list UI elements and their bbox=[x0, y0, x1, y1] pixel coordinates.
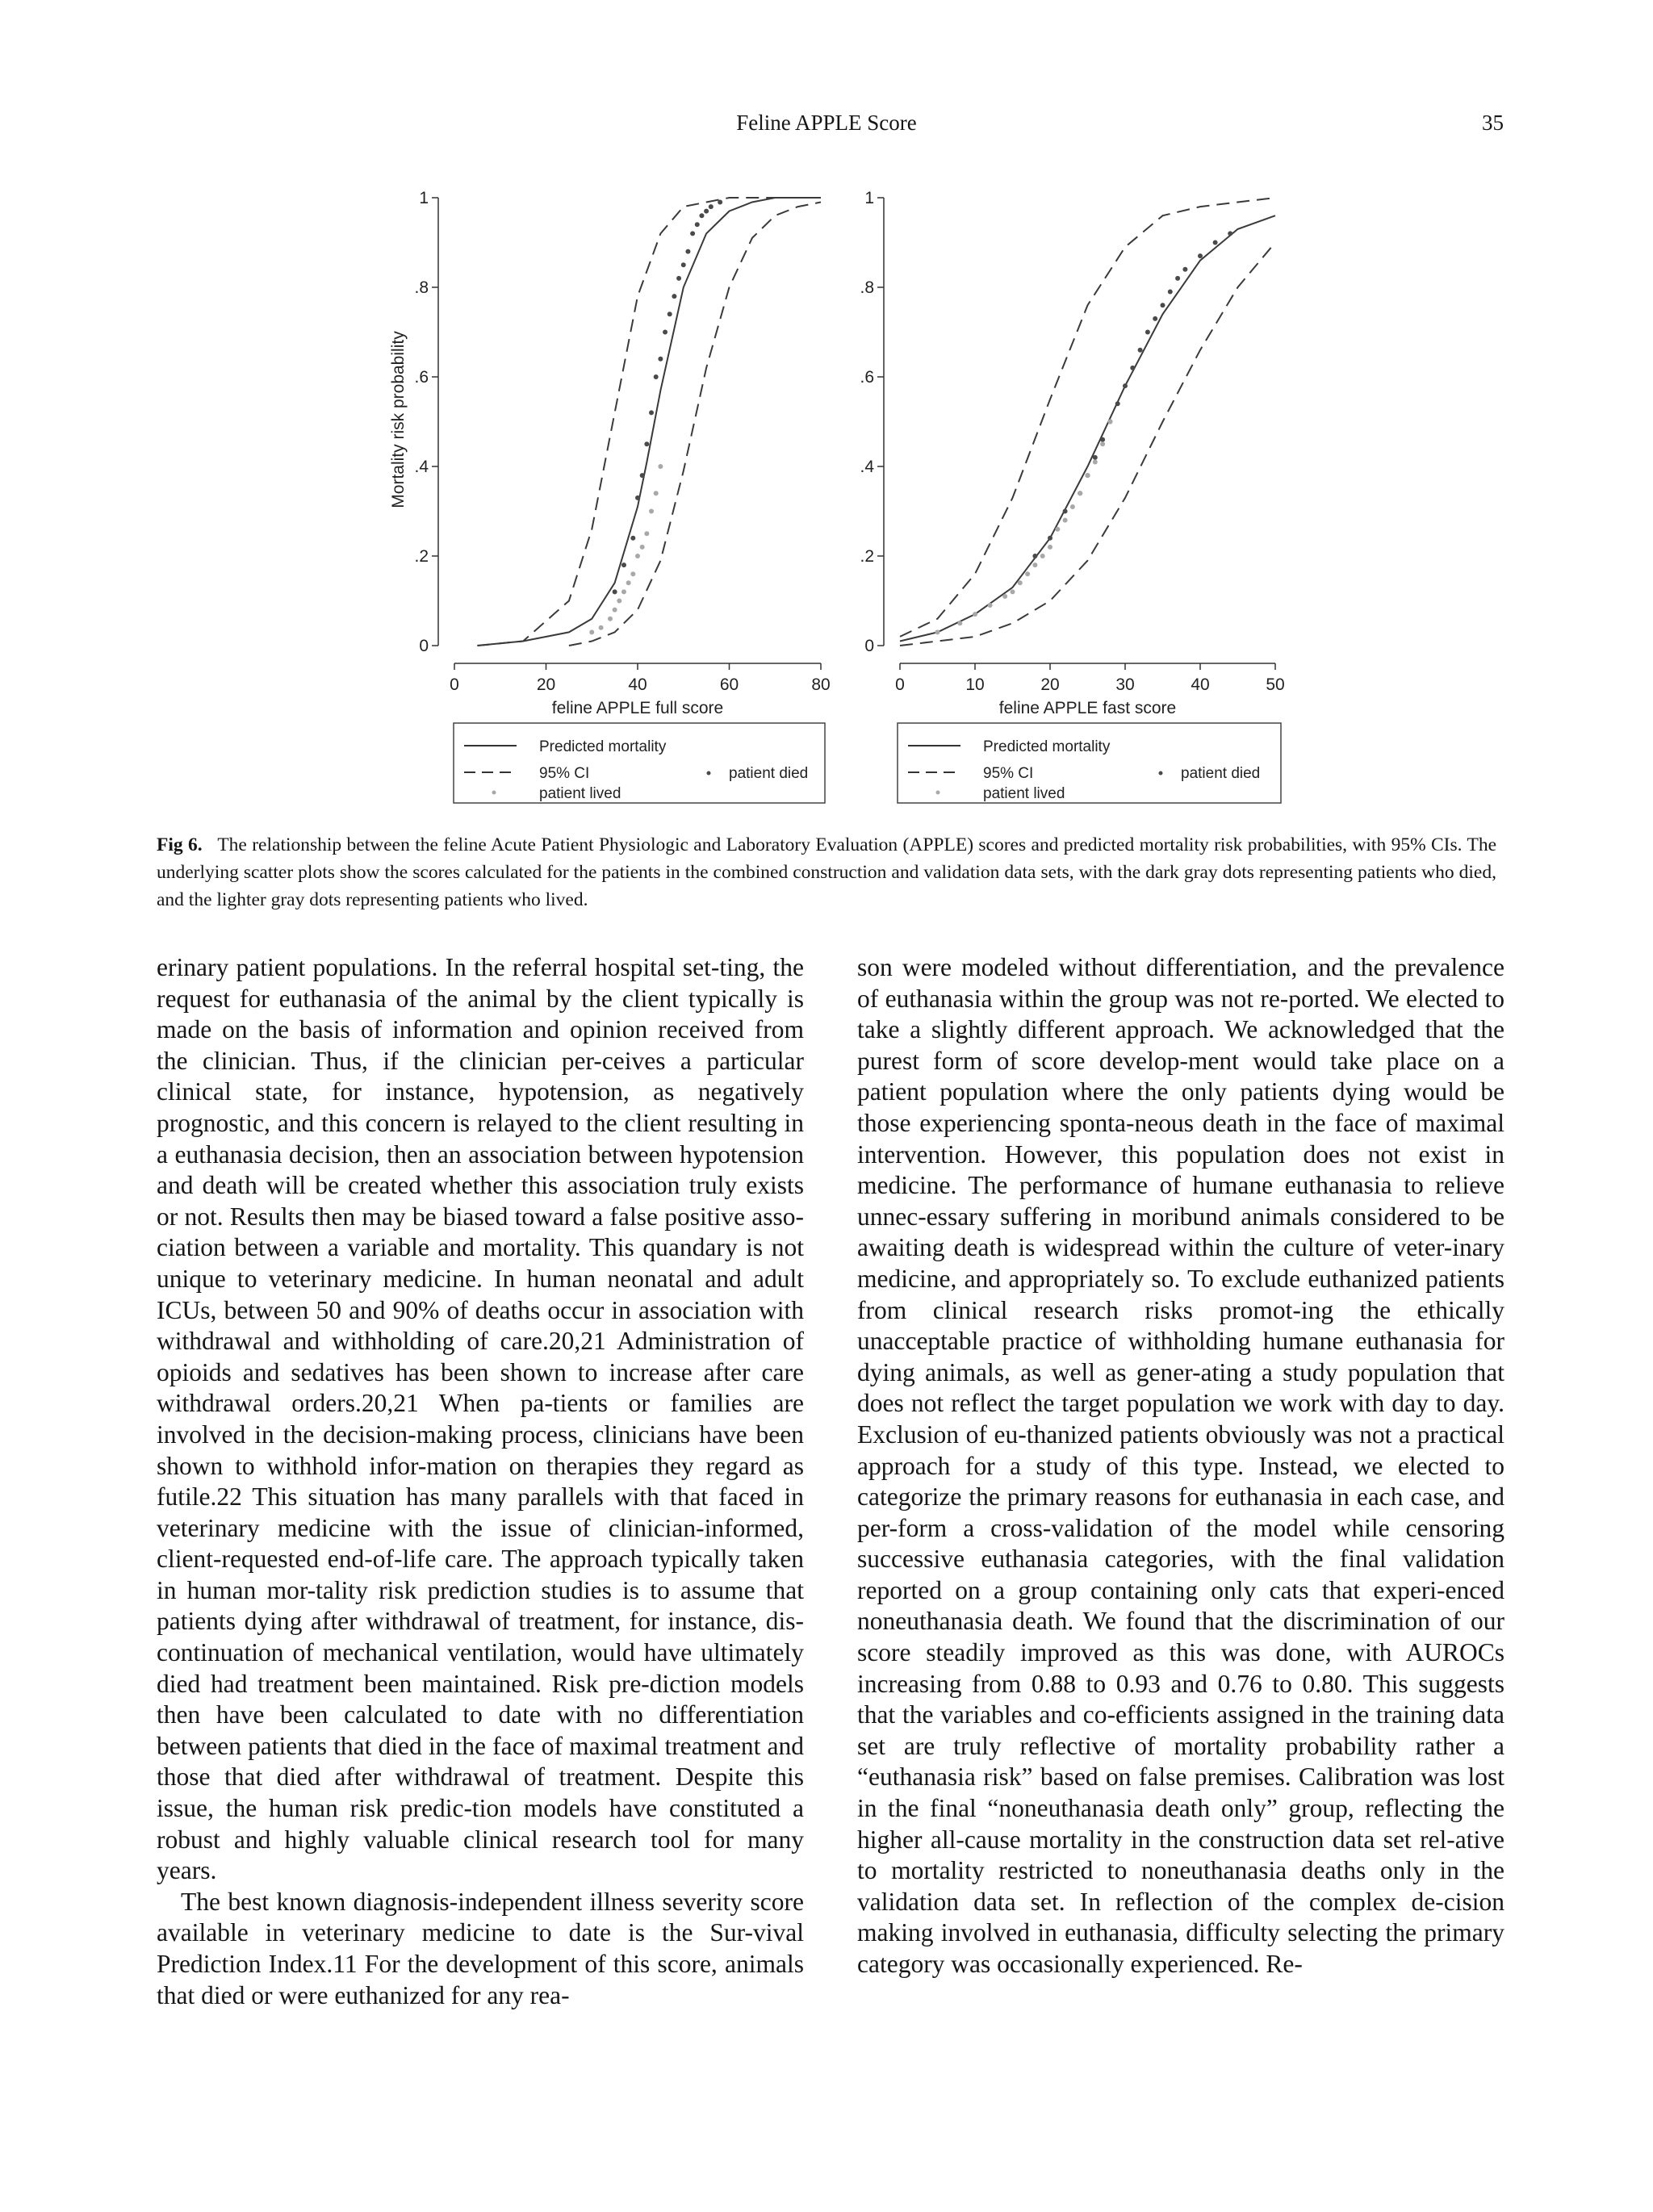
point-lived bbox=[957, 621, 962, 625]
x-tick-label: 40 bbox=[1191, 675, 1210, 694]
point-lived bbox=[1048, 545, 1052, 550]
legend-ci-label: 95% CI bbox=[539, 765, 590, 782]
point-died bbox=[630, 536, 635, 541]
page-number: 35 bbox=[1482, 111, 1504, 135]
predicted-curve bbox=[900, 215, 1275, 641]
legend-lived-label: patient lived bbox=[539, 785, 621, 802]
body-paragraph: son were modeled without differentiation, and the prevalence of euthanasia within the group was not re-ported. We elected to take a slightly different approach. We acknowledged that the purest form of score develop-ment would take place on a patient population where the only patients dying would be those experiencing sponta-neous death in the face of maximal intervention. However, this population does not exist in medicine. The performance of humane euthanasia to relieve unnec-essary suffering in moribund animals considered to be awaiting death is widespread within the culture of veter-inary medicine, and appropriately so. To exclude euthanized patients from clinical research risks promot-ing the ethically unacceptable practice of withholding humane euthanasia for dying animals, as well as gener-ating a study population that does not reflect the target population we work with day to day. Exclusion of eu-thanized patients obviously was not a practical approach for a study of this type. Instead, we elected to categorize the primary reasons for euthanasia in each case, and per-form a cross-validation of the model while censoring successive euthanasia categories, with the final validation reported on a group containing only cats that experi-enced noneuthanasia death. We found that the discrimination of our score steadily improved as this was done, with AUROCs increasing from 0.88 to 0.93 and 0.76 to 0.80. This suggests that the variables and co-efficients assigned in the training data set are truly reflective of mortality probability rather a “euthanasia risk” based on false premises. Calibration was lost in the final “noneuthanasia death only” group, reflecting the higher all-cause mortality in the construction data set rel-ative to mortality restricted to noneuthanasia deaths only in the validation data set. In reflection of the complex de-cision making involved in euthanasia, difficulty selecting the primary category was occasionally experienced. Re- bbox=[857, 953, 1504, 1978]
y-tick-label: .4 bbox=[414, 458, 429, 476]
point-died bbox=[695, 222, 700, 227]
point-died bbox=[1161, 303, 1165, 307]
point-died bbox=[1048, 536, 1052, 541]
point-died bbox=[672, 294, 676, 299]
point-died bbox=[663, 330, 667, 335]
x-tick-label: 20 bbox=[536, 675, 556, 694]
legend-fast-score bbox=[898, 723, 1281, 803]
y-tick-label: 1 bbox=[864, 189, 874, 207]
point-lived bbox=[613, 608, 617, 613]
figure-6 bbox=[0, 169, 1653, 815]
point-lived bbox=[1100, 441, 1105, 446]
point-died bbox=[654, 374, 659, 379]
point-died bbox=[1228, 231, 1232, 236]
x-axis-label: feline APPLE full score bbox=[551, 699, 724, 717]
point-died bbox=[1032, 554, 1037, 558]
x-tick-label: 10 bbox=[965, 675, 985, 694]
point-died bbox=[1100, 437, 1105, 442]
x-axis-label: feline APPLE fast score bbox=[998, 699, 1177, 717]
x-tick-label: 0 bbox=[895, 675, 905, 694]
x-tick-label: 30 bbox=[1115, 675, 1135, 694]
point-lived bbox=[1055, 527, 1060, 532]
legend-full-score bbox=[454, 723, 825, 803]
chart-fast-score bbox=[860, 189, 1284, 717]
ci-curve bbox=[569, 203, 821, 646]
legend-predicted-label: Predicted mortality bbox=[983, 738, 1111, 755]
y-tick-label: 1 bbox=[419, 189, 429, 207]
x-tick-label: 0 bbox=[450, 675, 459, 694]
point-lived bbox=[589, 629, 594, 634]
point-lived bbox=[608, 617, 613, 621]
point-lived bbox=[1070, 504, 1075, 509]
point-died bbox=[621, 562, 626, 567]
figure-label: Fig 6. bbox=[157, 834, 203, 855]
point-lived bbox=[973, 612, 977, 617]
y-tick-label: .4 bbox=[860, 458, 874, 476]
figure-caption-text: The relationship between the feline Acute Patient Physiologic and Laboratory Evaluation (APPLE) scores and predicted mortality risk probabilities, with 95% CIs. The underlying scatter plots show the scores calculated for the patients in the combined construction and validation data sets, with the dark gray dots representing patients who died, and the lighter gray dots representing patients who lived. bbox=[157, 834, 1497, 910]
point-died bbox=[613, 589, 617, 594]
running-header: Feline APPLE Score bbox=[736, 111, 917, 135]
point-died bbox=[1145, 330, 1150, 335]
y-tick-label: .6 bbox=[860, 368, 874, 387]
point-lived bbox=[1107, 420, 1112, 424]
point-died bbox=[1063, 509, 1068, 514]
y-tick-label: .2 bbox=[414, 547, 429, 566]
point-died bbox=[699, 213, 704, 218]
point-lived bbox=[649, 509, 654, 514]
ci-curve bbox=[477, 198, 821, 646]
point-lived bbox=[630, 571, 635, 576]
body-paragraph: The best known diagnosis-independent illness severity score available in veterinary medicine to date is the Sur-vival Prediction Index.11 For the development of this score, animals that died or were euthanized for any rea- bbox=[157, 1887, 804, 2009]
point-died bbox=[644, 441, 649, 446]
point-died bbox=[690, 231, 695, 236]
point-died bbox=[1198, 253, 1203, 258]
chart-full-score bbox=[414, 189, 830, 717]
point-lived bbox=[654, 491, 659, 496]
point-lived bbox=[988, 603, 993, 608]
legend-ci-label: 95% CI bbox=[983, 765, 1034, 782]
point-died bbox=[1123, 383, 1128, 388]
point-lived bbox=[635, 554, 640, 558]
point-lived bbox=[1078, 491, 1082, 496]
point-lived bbox=[1093, 459, 1098, 464]
y-tick-label: 0 bbox=[864, 637, 874, 655]
point-died bbox=[1138, 348, 1143, 353]
body-column-left bbox=[157, 952, 804, 2011]
point-died bbox=[667, 312, 672, 316]
y-tick-label: .2 bbox=[860, 547, 874, 566]
point-lived bbox=[1018, 580, 1023, 585]
point-lived bbox=[1032, 562, 1037, 567]
point-died bbox=[640, 473, 645, 478]
point-lived bbox=[1040, 554, 1045, 558]
point-died bbox=[1213, 240, 1218, 245]
point-died bbox=[676, 276, 681, 281]
legend-predicted-label: Predicted mortality bbox=[539, 738, 667, 755]
point-died bbox=[704, 209, 709, 214]
point-lived bbox=[1002, 594, 1007, 599]
point-died bbox=[681, 262, 686, 267]
ci-curve bbox=[900, 243, 1275, 646]
point-lived bbox=[644, 531, 649, 536]
x-tick-label: 60 bbox=[719, 675, 739, 694]
figure-caption bbox=[157, 831, 1496, 914]
point-died bbox=[685, 249, 690, 254]
ci-curve bbox=[900, 198, 1275, 637]
point-died bbox=[635, 496, 640, 500]
point-died bbox=[718, 200, 722, 205]
y-tick-label: .8 bbox=[414, 278, 429, 297]
point-lived bbox=[599, 625, 604, 630]
point-lived bbox=[640, 545, 645, 550]
y-tick-label: 0 bbox=[419, 637, 429, 655]
point-died bbox=[658, 357, 663, 362]
point-died bbox=[649, 410, 654, 415]
point-died bbox=[709, 204, 714, 209]
point-lived bbox=[658, 464, 663, 469]
legend-lived-label: patient lived bbox=[983, 785, 1065, 802]
point-lived bbox=[626, 580, 631, 585]
point-died bbox=[1175, 276, 1180, 281]
point-lived bbox=[621, 589, 626, 594]
x-tick-label: 40 bbox=[628, 675, 647, 694]
legend-died-label: patient died bbox=[1181, 765, 1261, 782]
point-died bbox=[1130, 366, 1135, 370]
body-paragraph: erinary patient populations. In the referral hospital set-ting, the request for euthanasia of the animal by the client typically is made on the basis of information and opinion received from the clinician. Thus, if the clinician per-ceives a particular clinical state, for instance, hypotension, as negatively prognostic, and this concern is relayed to the client resulting in a euthanasia decision, then an association between hypotension and death will be created whether this association truly exists or not. Results then may be biased toward a false positive asso-ciation between a variable and mortality. This quandary is not unique to veterinary medicine. In human neonatal and adult ICUs, between 50 and 90% of deaths occur in association with withdrawal and withholding of care.20,21 Administration of opioids and sedatives has been shown to increase after care withdrawal orders.20,21 When pa-tients or families are involved in the decision-making process, clinicians have been shown to withhold infor-mation on therapies they regard as futile.22 This situation has many parallels with that faced in veterinary medicine with the issue of clinician-informed, client-requested end-of-life care. The approach typically taken in human mor-tality risk prediction studies is to assume that patients dying after withdrawal of treatment, for instance, dis-continuation of mechanical ventilation, would have ultimately died had treatment been maintained. Risk pre-diction models then have been calculated to date with no differentiation between patients that died in the face of maximal treatment and those that died after withdrawal of treatment. Despite this issue, the human risk predic-tion models have constituted a robust and highly valuable clinical research tool for many years. bbox=[157, 953, 804, 1885]
point-lived bbox=[617, 599, 621, 604]
x-tick-label: 80 bbox=[811, 675, 831, 694]
point-lived bbox=[1011, 589, 1015, 594]
point-died bbox=[1153, 316, 1157, 321]
point-lived bbox=[1025, 571, 1030, 576]
point-died bbox=[1115, 401, 1120, 406]
x-tick-label: 20 bbox=[1040, 675, 1060, 694]
body-column-right bbox=[857, 952, 1504, 1980]
point-lived bbox=[1063, 518, 1068, 523]
point-died bbox=[1182, 267, 1187, 272]
y-axis-label: Mortality risk probability bbox=[389, 331, 408, 508]
point-lived bbox=[1086, 473, 1090, 478]
point-died bbox=[1093, 455, 1098, 460]
y-tick-label: .6 bbox=[414, 368, 429, 387]
y-tick-label: .8 bbox=[860, 278, 874, 297]
point-lived bbox=[935, 629, 940, 634]
point-died bbox=[1168, 290, 1173, 295]
x-tick-label: 50 bbox=[1266, 675, 1285, 694]
legend-died-label: patient died bbox=[729, 765, 809, 782]
